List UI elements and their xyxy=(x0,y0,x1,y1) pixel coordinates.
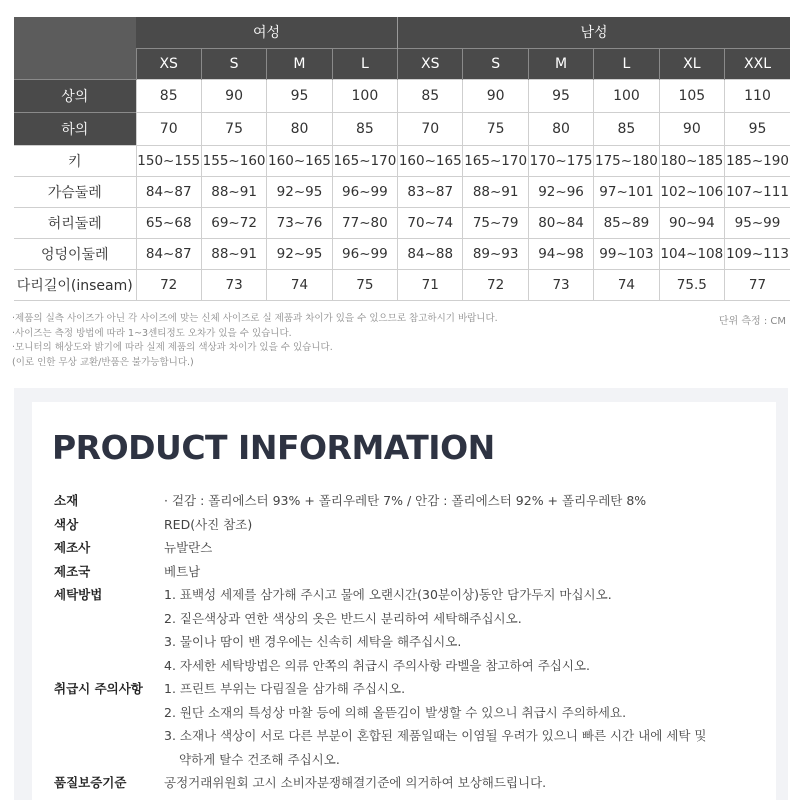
size-cell: 100 xyxy=(332,79,397,112)
size-cell: 73~76 xyxy=(267,207,332,238)
size-cell: 71 xyxy=(398,269,463,300)
info-key: 제조사 xyxy=(54,540,91,555)
group-women-header: 여성 xyxy=(136,17,398,48)
info-values xyxy=(164,513,774,537)
info-value-line: 3. 물이나 땀이 밴 경우에는 신속히 세탁을 해주십시오. xyxy=(164,634,462,649)
size-row-label: 하의 xyxy=(14,112,136,145)
info-value-line: RED(사진 참조) xyxy=(164,516,253,532)
size-cell: 73 xyxy=(528,269,593,300)
info-key: 제조국 xyxy=(54,563,91,579)
size-cell: 70 xyxy=(136,112,201,145)
info-value-line: 뉴발란스 xyxy=(164,540,213,555)
info-row xyxy=(54,536,774,560)
size-header-row xyxy=(14,48,790,79)
size-cell: 80~84 xyxy=(528,207,593,238)
size-cell: 75.5 xyxy=(659,269,724,300)
table-corner xyxy=(14,48,136,79)
size-cell: 89~93 xyxy=(463,238,528,269)
info-row xyxy=(54,583,774,677)
size-cell: 95~99 xyxy=(725,207,790,238)
size-cell: 74 xyxy=(594,269,659,300)
size-row-label: 키 xyxy=(14,145,136,176)
size-cell: 75 xyxy=(201,112,266,145)
size-cell: 102~106 xyxy=(659,176,724,207)
info-value-line: · 겉감 : 폴리에스터 93% + 폴리우레탄 7% / 안감 : 폴리에스터 92% + 폴리우레탄 8% xyxy=(164,493,647,508)
size-row xyxy=(14,112,790,145)
size-cell: 83~87 xyxy=(398,176,463,207)
size-cell: 70 xyxy=(398,112,463,145)
size-cell: 107~111 xyxy=(725,176,790,207)
size-row xyxy=(14,176,790,207)
info-values xyxy=(164,771,774,795)
info-value-line: 베트남 xyxy=(164,563,201,579)
group-header-row xyxy=(14,17,790,48)
size-cell: 96~99 xyxy=(332,176,397,207)
size-cell: 84~87 xyxy=(136,176,201,207)
size-cell: 77~80 xyxy=(332,207,397,238)
size-row xyxy=(14,79,790,112)
size-cell: 185~190 xyxy=(725,145,790,176)
size-cell: 96~99 xyxy=(332,238,397,269)
size-cell: 160~165 xyxy=(398,145,463,176)
size-cell: 90 xyxy=(659,112,724,145)
size-row-label: 상의 xyxy=(14,79,136,112)
note-line: ·모니터의 해상도와 밝기에 따라 실제 제품의 색상과 차이가 있을 수 있습니다. xyxy=(12,342,333,353)
size-cell: 74 xyxy=(267,269,332,300)
size-cell: 88~91 xyxy=(201,176,266,207)
product-info-list xyxy=(54,489,774,795)
size-cell: 175~180 xyxy=(594,145,659,176)
size-header-cell: XS xyxy=(398,48,463,79)
info-values xyxy=(164,489,774,513)
info-value-line: 공정거래위원회 고시 소비자분쟁해결기준에 의거하여 보상해드립니다. xyxy=(164,775,547,790)
info-row xyxy=(54,560,774,584)
size-chart-body xyxy=(14,79,790,300)
size-cell: 84~88 xyxy=(398,238,463,269)
size-cell: 72 xyxy=(136,269,201,300)
info-key: 색상 xyxy=(54,516,79,532)
info-row xyxy=(54,489,774,513)
group-men-header: 남성 xyxy=(398,17,790,48)
size-cell: 65~68 xyxy=(136,207,201,238)
note-line: (이로 인한 무상 교환/반품은 불가능합니다.) xyxy=(12,356,194,368)
size-cell: 92~95 xyxy=(267,176,332,207)
size-cell: 165~170 xyxy=(332,145,397,176)
size-cell: 69~72 xyxy=(201,207,266,238)
size-header-cell: M xyxy=(267,48,332,79)
info-key: 세탁방법 xyxy=(54,587,103,602)
size-cell: 95 xyxy=(725,112,790,145)
size-cell: 92~95 xyxy=(267,238,332,269)
size-cell: 77 xyxy=(725,269,790,300)
size-row-label: 엉덩이둘레 xyxy=(14,238,136,269)
size-chart-table xyxy=(14,17,790,301)
size-cell: 165~170 xyxy=(463,145,528,176)
info-row xyxy=(54,677,774,771)
info-values xyxy=(164,536,774,560)
size-cell: 88~91 xyxy=(463,176,528,207)
size-cell: 73 xyxy=(201,269,266,300)
size-cell: 70~74 xyxy=(398,207,463,238)
note-line: ·제품의 실측 사이즈가 아닌 각 사이즈에 맞는 신체 사이즈로 실 제품과 차이가 있을 수 있으므로 참고하시기 바랍니다. xyxy=(12,313,498,324)
size-cell: 109~113 xyxy=(725,238,790,269)
size-cell: 104~108 xyxy=(659,238,724,269)
size-cell: 180~185 xyxy=(659,145,724,176)
info-row xyxy=(54,771,774,795)
size-header-cell: L xyxy=(332,48,397,79)
size-cell: 94~98 xyxy=(528,238,593,269)
size-cell: 90 xyxy=(201,79,266,112)
info-key: 취급시 주의사항 xyxy=(54,681,143,696)
product-info-title: PRODUCT INFORMATION xyxy=(52,428,495,467)
size-cell: 80 xyxy=(267,112,332,145)
info-key: 품질보증기준 xyxy=(54,775,127,790)
size-cell: 90~94 xyxy=(659,207,724,238)
product-info-card xyxy=(32,402,776,800)
size-header-cell: XL xyxy=(659,48,724,79)
size-row xyxy=(14,145,790,176)
info-value-line: 1. 프린트 부위는 다림질을 삼가해 주십시오. xyxy=(164,681,406,696)
size-cell: 88~91 xyxy=(201,238,266,269)
size-header-cell: XXL xyxy=(725,48,790,79)
size-header-cell: M xyxy=(528,48,593,79)
size-cell: 92~96 xyxy=(528,176,593,207)
info-value-line: 1. 표백성 세제를 삼가해 주시고 물에 오랜시간(30분이상)동안 담가두지 마십시오. xyxy=(164,587,612,602)
size-cell: 160~165 xyxy=(267,145,332,176)
info-values xyxy=(164,560,774,584)
size-cell: 75~79 xyxy=(463,207,528,238)
size-cell: 85 xyxy=(594,112,659,145)
info-row xyxy=(54,513,774,537)
info-value-line: 약하게 탈수 건조해 주십시오. xyxy=(179,751,340,767)
size-header-cell: S xyxy=(463,48,528,79)
size-cell: 155~160 xyxy=(201,145,266,176)
size-header-cell: XS xyxy=(136,48,201,79)
size-cell: 100 xyxy=(594,79,659,112)
size-cell: 85 xyxy=(398,79,463,112)
size-row-label: 가슴둘레 xyxy=(14,176,136,207)
size-cell: 99~103 xyxy=(594,238,659,269)
info-value-line: 2. 짙은색상과 연한 색상의 옷은 반드시 분리하여 세탁해주십시오. xyxy=(164,610,522,626)
size-cell: 85~89 xyxy=(594,207,659,238)
size-cell: 84~87 xyxy=(136,238,201,269)
info-value-line: 2. 원단 소재의 특성상 마찰 등에 의해 올뜯김이 발생할 수 있으니 취급시 주의하세요. xyxy=(164,704,627,720)
unit-label: 단위 측정 : CM xyxy=(718,316,786,327)
info-value-line: 4. 자세한 세탁방법은 의류 안쪽의 취급시 주의사항 라벨을 참고하여 주십시오. xyxy=(164,657,590,673)
size-row xyxy=(14,269,790,300)
info-key: 소재 xyxy=(54,493,79,508)
info-values xyxy=(164,677,774,771)
size-cell: 150~155 xyxy=(136,145,201,176)
size-cell: 85 xyxy=(332,112,397,145)
size-row xyxy=(14,207,790,238)
size-row-label: 허리둘레 xyxy=(14,207,136,238)
size-cell: 110 xyxy=(725,79,790,112)
product-info-panel xyxy=(14,388,788,800)
info-value-line: 3. 소재나 색상이 서로 다른 부분이 혼합된 제품일때는 이염될 우려가 있으니 빠른 시간 내에 세탁 및 xyxy=(164,728,707,743)
size-cell: 95 xyxy=(267,79,332,112)
size-header-cell: L xyxy=(594,48,659,79)
size-cell: 170~175 xyxy=(528,145,593,176)
note-line: ·사이즈는 측정 방법에 따라 1~3센티정도 오차가 있을 수 있습니다. xyxy=(12,327,292,339)
size-row-label: 다리길이(inseam) xyxy=(14,269,136,300)
size-cell: 72 xyxy=(463,269,528,300)
size-header-cell: S xyxy=(201,48,266,79)
size-cell: 90 xyxy=(463,79,528,112)
size-cell: 75 xyxy=(463,112,528,145)
size-row xyxy=(14,238,790,269)
size-cell: 105 xyxy=(659,79,724,112)
info-values xyxy=(164,583,774,677)
table-corner xyxy=(14,17,136,48)
size-cell: 75 xyxy=(332,269,397,300)
size-cell: 80 xyxy=(528,112,593,145)
size-cell: 97~101 xyxy=(594,176,659,207)
size-cell: 95 xyxy=(528,79,593,112)
size-cell: 85 xyxy=(136,79,201,112)
size-notes xyxy=(12,312,612,370)
